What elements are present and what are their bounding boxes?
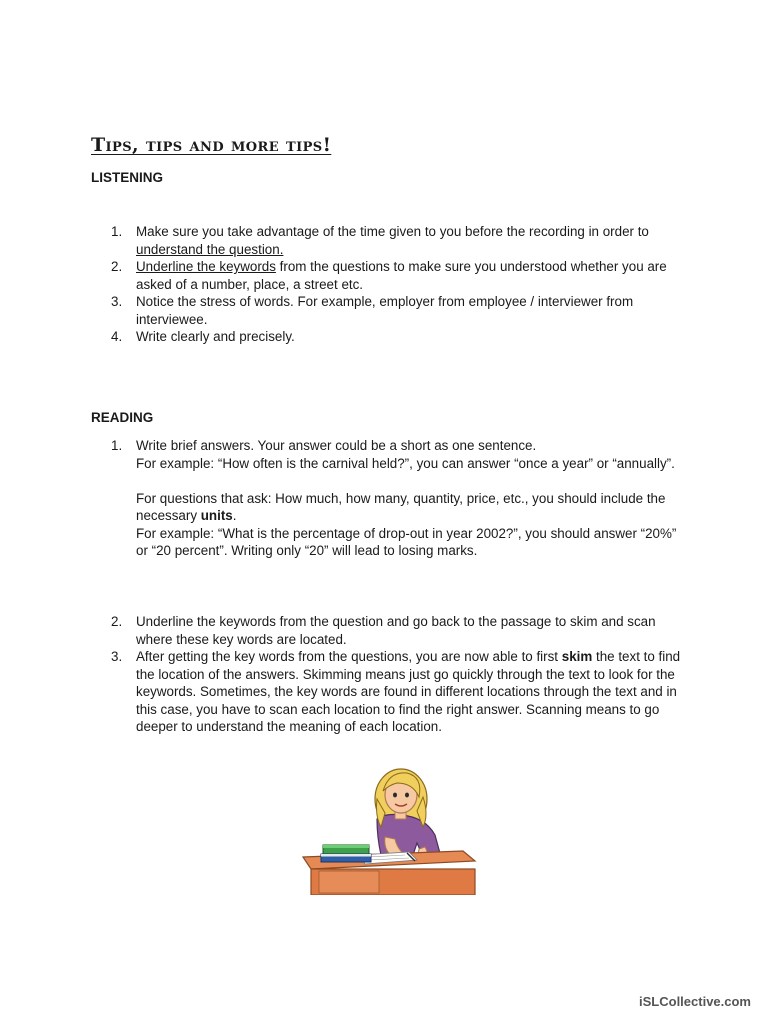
item-text-part: . <box>232 508 237 523</box>
example-text: For example: “What is the percentage of drop-out in year 2002?”, you should answer “20%” or “20 percent”. Writing only “20” will lead to losing marks. <box>136 525 677 558</box>
item-number: 3. <box>111 649 123 664</box>
item-text: Write clearly and precisely. <box>136 329 295 344</box>
item-text: Underline the keywords from the question and go back to the passage to skim and scan where these key words are located. <box>136 614 656 647</box>
item-text-part: After getting the key words from the questions, you are now able to first <box>136 649 562 664</box>
list-item <box>111 613 681 648</box>
example-text: For example: “How often is the carnival held?”, you can answer “once a year” or “annually”. <box>136 455 675 471</box>
item-number: 4. <box>111 329 123 344</box>
item-text-part: For questions that ask: How much, how many, quantity, price, etc., you should include the necessary <box>136 490 666 523</box>
listening-list <box>111 223 681 346</box>
list-item <box>111 648 681 736</box>
item-number: 1. <box>111 224 123 239</box>
item-number: 2. <box>111 614 123 629</box>
item-text-part: the text to find the location of the answers. Skimming means just go quickly through the text to look for the keywords. Sometimes, the key words are found in different locations through the text and in this case, you have to scan each location to find the right answer. Scanning means to go deeper to understand the meaning of each location. <box>136 649 681 734</box>
item-number: 2. <box>111 259 123 274</box>
list-item <box>111 223 681 258</box>
watermark: iSLCollective.com <box>639 994 751 1009</box>
item-text: Notice the stress of words. For example, employer from employee / interviewer from interviewee. <box>136 294 634 327</box>
item-number: 3. <box>111 294 123 309</box>
item-text: from the questions to make sure you understood whether you are asked of a number, place, a street etc. <box>136 259 667 292</box>
list-item <box>111 328 681 346</box>
list-item <box>111 293 681 328</box>
item-text: Write brief answers. Your answer could be a short as one sentence. <box>136 438 537 453</box>
item-underlined-text: Underline the keywords <box>136 259 276 274</box>
reading-heading: READING <box>91 410 154 425</box>
item-text: Make sure you take advantage of the time given to you before the recording in order to <box>136 224 649 239</box>
listening-heading: LISTENING <box>91 170 164 185</box>
item-text <box>136 490 681 525</box>
bold-keyword: skim <box>561 649 593 664</box>
page-title: Tips, tips and more tips! <box>91 134 332 156</box>
reading-list-part2 <box>111 613 681 736</box>
student-writing-illustration <box>285 757 485 895</box>
list-item <box>111 437 681 560</box>
list-item <box>111 258 681 293</box>
bold-keyword: units <box>200 508 233 523</box>
item-number: 1. <box>111 438 123 453</box>
item-underlined-text: understand the question. <box>136 241 284 257</box>
reading-list-part1 <box>111 437 681 560</box>
